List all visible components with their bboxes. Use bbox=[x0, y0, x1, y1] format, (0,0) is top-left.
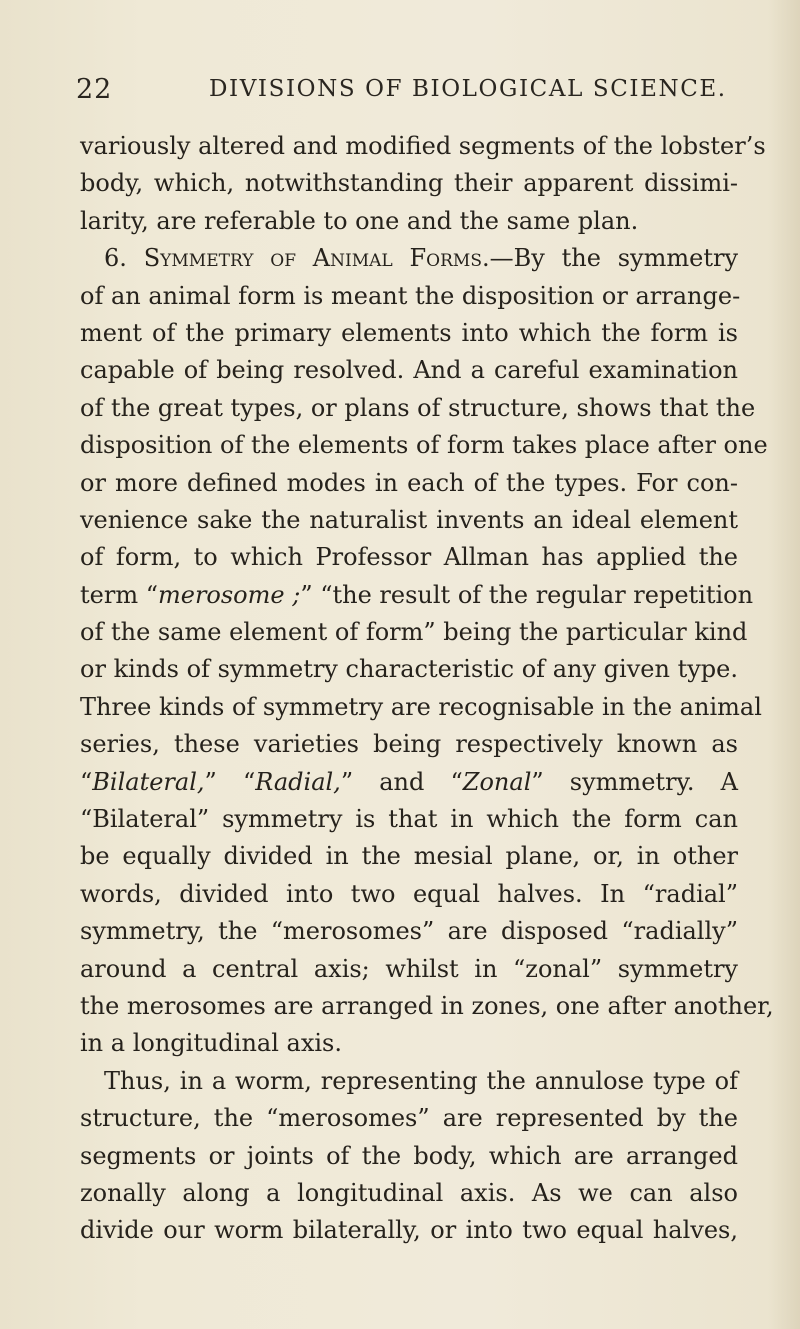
text-line: of an animal form is meant the disposition or arrange- bbox=[80, 281, 741, 310]
text-line: series, these varieties being respectively known as bbox=[80, 730, 738, 759]
text-line bbox=[80, 240, 738, 277]
text-line: be equally divided in the mesial plane, or, in other bbox=[80, 842, 738, 871]
text-segment: —By the symmetry bbox=[489, 244, 738, 273]
text-segment: “ bbox=[80, 767, 93, 796]
text-line: zonally along a longitudinal axis. As we can also bbox=[80, 1178, 738, 1207]
italic-term: Radial, bbox=[255, 767, 341, 796]
text-line: Three kinds of symmetry are recognisable in the animal bbox=[80, 692, 762, 721]
text-line: or more defined modes in each of the types. For con- bbox=[80, 468, 738, 497]
text-segment: ” “the result of the regular repetition bbox=[300, 580, 754, 609]
italic-term: merosome ; bbox=[157, 580, 301, 609]
body-text bbox=[80, 128, 774, 1250]
text-line: body, which, notwithstanding their apparent dissimi- bbox=[80, 169, 738, 198]
text-line: structure, the “merosomes” are represented by the bbox=[80, 1104, 738, 1133]
italic-term: Bilateral, bbox=[92, 767, 205, 796]
text-line: ment of the primary elements into which the form is bbox=[80, 318, 738, 347]
text-segment: term “ bbox=[80, 580, 158, 609]
page-header bbox=[76, 74, 740, 114]
text-line: divide our worm bilaterally, or into two equal halves, bbox=[80, 1216, 738, 1245]
text-line bbox=[80, 764, 738, 801]
text-segment: 6. bbox=[104, 244, 144, 273]
text-line: capable of being resolved. And a careful examination bbox=[80, 356, 738, 385]
text-line: “Bilateral” symmetry is that in which the form can bbox=[80, 805, 738, 834]
text-line bbox=[80, 577, 754, 614]
text-line: segments or joints of the body, which are arranged bbox=[80, 1141, 738, 1170]
text-line: of form, to which Professor Allman has applied the bbox=[80, 543, 738, 572]
text-line: the merosomes are arranged in zones, one after another, bbox=[80, 991, 774, 1020]
text-line: of the great types, or plans of structure, shows that the bbox=[80, 393, 756, 422]
text-line: disposition of the elements of form takes place after one bbox=[80, 431, 768, 460]
text-line: symmetry, the “merosomes” are disposed “radially” bbox=[80, 917, 738, 946]
running-head: DIVISIONS OF BIOLOGICAL SCIENCE. bbox=[209, 76, 727, 102]
text-line: around a central axis; whilst in “zonal” symmetry bbox=[80, 954, 738, 983]
section-heading: Symmetry of Animal Forms. bbox=[143, 244, 490, 273]
text-line: Thus, in a worm, representing the annulose type of bbox=[104, 1066, 738, 1095]
italic-term: Zonal bbox=[462, 767, 532, 796]
page-number: 22 bbox=[76, 74, 113, 105]
text-line: venience sake the naturalist invents an ideal element bbox=[80, 505, 738, 534]
text-line: of the same element of form” being the particular kind bbox=[80, 618, 748, 647]
text-segment: ” and “ bbox=[340, 767, 463, 796]
text-segment: ” symmetry. A bbox=[531, 767, 738, 796]
text-line: in a longitudinal axis. bbox=[80, 1029, 342, 1058]
text-line: variously altered and modified segments of the lobster’s bbox=[80, 132, 766, 160]
text-line: larity, are referable to one and the same plan. bbox=[80, 206, 639, 235]
text-line: words, divided into two equal halves. In “radial” bbox=[80, 879, 738, 908]
text-segment: ” “ bbox=[204, 767, 256, 796]
text-line: or kinds of symmetry characteristic of any given type. bbox=[80, 655, 738, 684]
